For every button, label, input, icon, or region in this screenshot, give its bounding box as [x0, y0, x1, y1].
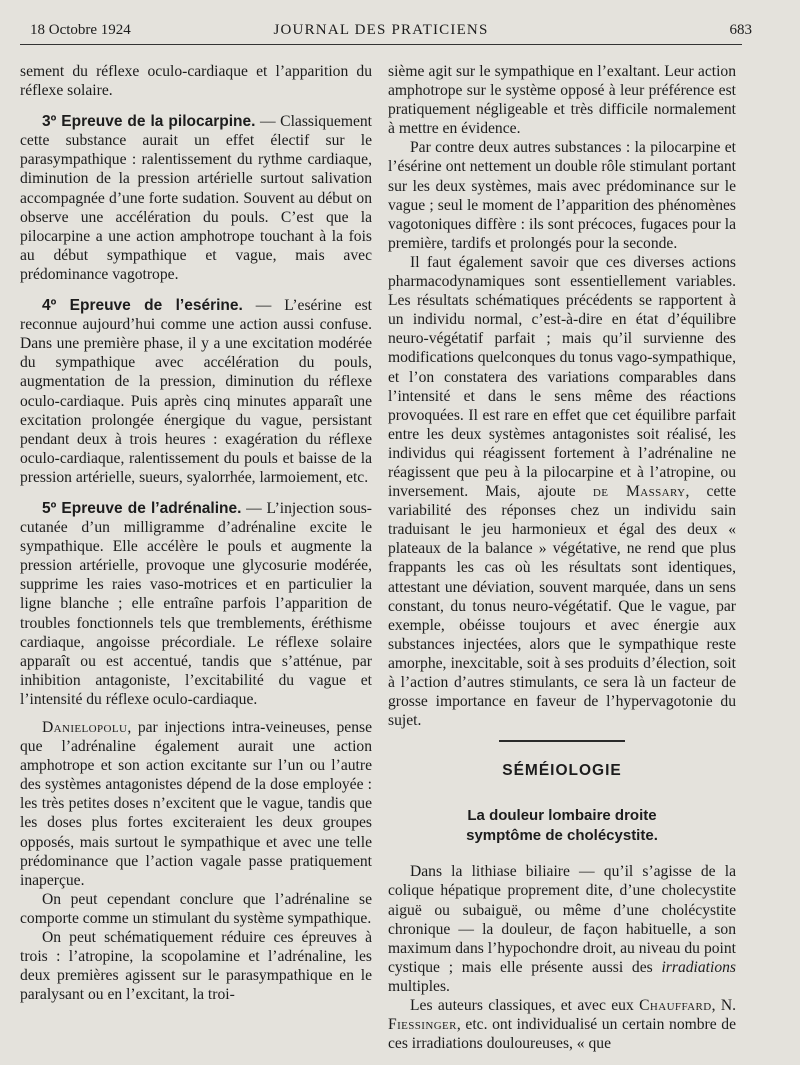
paragraph-lithiase: [388, 862, 736, 996]
paragraph-eserine: [20, 296, 372, 487]
paragraph-conclure: On peut cependant conclure que l’adrénaline se comporte comme un stimulant du système sympathique.: [20, 890, 372, 927]
heading-adrenaline: 5º Epreuve de l’adrénaline.: [42, 499, 242, 517]
paragraph-intro: sement du réflexe oculo-cardiaque et l’apparition du réflexe solaire.: [20, 63, 372, 100]
journal-title: JOURNAL DES PRATICIENS: [273, 22, 489, 38]
author-fiessinger: Fiessinger: [388, 1016, 457, 1034]
paragraph-danielopolu: [20, 718, 372, 890]
issue-date: 18 Octobre 1924: [30, 22, 131, 38]
section-divider: [499, 740, 625, 742]
text-auteurs-2: , N.: [711, 997, 736, 1015]
paragraph-adrenaline: [20, 499, 372, 709]
right-column: [388, 62, 736, 1053]
text-auteurs-1: Les auteurs classiques, et avec eux: [410, 997, 640, 1015]
running-head: [20, 20, 752, 45]
page-number: 683: [729, 22, 752, 38]
paragraph-auteurs: [388, 996, 736, 1053]
text-variabilite-1: Il faut également savoir que ces diverses actions pharmacodynamiques sont essentiellement variables. Les résultats schématiques précédents se rapportent à un individu normal, c’est-à-dire en état d’équilibre neuro-végétatif parfait ; mais qu’il survienne des modifications quelconques du tonus vago-sympathique, et l’on constatera des variations comparables dans l’intensité et dans le sens même des réactions provoquées. Il est rare en effet que cet équilibre parfait entre les deux systèmes antagonistes soit réalisé, les individus qui réagissent fortement à l’adrénaline ne réagissent que peu à la pilocarpine et à l’atropine, ou inversement. Mais, ajoute: [388, 253, 736, 501]
irradiations-italic: irradiations: [661, 958, 736, 976]
author-chauffard: Chauffard: [639, 997, 712, 1015]
author-danielopolu: Danielopolu: [42, 719, 128, 736]
heading-pilocarpine: 3º Epreuve de la pilocarpine.: [42, 113, 256, 131]
paragraph-variabilite: [388, 253, 736, 730]
text-variabilite-2: , cette variabilité des réponses chez un individu sain traduisant le jeu harmonieux et égal des deux « plateaux de la balance » végétative, ne rend que plus frappants les cas où les résultats sont identiques, attestant une déviation, souvent marquée, dans un sens constant, du tonus neuro-végétatif. Que le vague, par exemple, obéisse toujours et avec énergie aux substances injectées, alors que le sympathique reste amorphe, inexcitable, soit à ses produits d’élection, soit à l’action d’autres stimulants, ce sera là un facteur de grosse importance en faveur de l’hypervagotonie du sujet.: [388, 483, 736, 730]
paragraph-schema: On peut schématiquement réduire ces épreuves à trois : l’atropine, la scopolamine et l’adrénaline, les deux premières agissent sur le parasympathique en le paralysant ou en l’excitant, la troi-: [20, 929, 372, 1004]
heading-eserine: 4º Epreuve de l’esérine.: [42, 297, 243, 315]
article-title: [388, 806, 736, 846]
author-de-massary: de Massary: [592, 483, 686, 501]
text-pilocarpine: — Classiquement cette substance aurait un effet électif sur le parasympathique : ralentissement du rythme cardiaque, diminution de la pression artérielle surtout salivation accompagnée d’une forte sudation. Souvent au début on observe une accélération du pouls. C’est que la pilocarpine a une action amphotrope touchant à la fois au début sympathique et vague, mais avec prédominance vagotrope.: [20, 113, 372, 283]
text-lithiase-1: Dans la lithiase biliaire — qu’il s’agisse de la colique hépatique proprement dite, d’une cholecystite aiguë ou subaiguë, ou même d’une cholécystite chronique — la douleur, de façon habituelle, a son maximum dans l’hypochondre droit, au niveau du point cystique ; mais elle présente aussi des: [388, 863, 736, 976]
section-title: SÉMÉIOLOGIE: [502, 762, 622, 780]
text-eserine: — L’esérine est reconnue aujourd’hui comme une action aussi confuse. Dans une première phase, il y a une excitation modérée du sympathique avec accélération du pouls, augmentation de la pression, diminution du réflexe oculo-cardiaque. Puis après cinq minutes apparaît une excitation prolongée énergique du vague, persistant pendant deux à trois heures : exagération du réflexe oculo-cardiaque, ralentissement du pouls et baisse de la pression artérielle, sueurs, syalorrhée, larmoiement, etc.: [20, 297, 372, 486]
text-auteurs-3: , etc. ont individualisé un certain nombre de ces irradiations douloureuses, « que: [388, 1016, 736, 1053]
text-lithiase-2: multiples.: [388, 977, 450, 995]
left-column: [20, 62, 372, 1004]
text-danielopolu: , par injections intra-veineuses, pense que l’adrénaline également aurait une action amphotrope et son action excitante sur l’un ou l’autre des systèmes antagonistes dépend de la dose employée : les très petites doses n’excitent que le vague, tandis que les doses plus fortes exciteraient les deux groupes opposés, mais surtout le sympathique et avec une telle prédominance que l’action vagale passe pratiquement inaperçue.: [20, 719, 372, 889]
paragraph-continued: sième agit sur le sympathique en l’exaltant. Leur action amphotrope sur le système opposé à leur préférence est pratiquement négligeable et très difficile normalement à mettre en évidence.: [388, 63, 736, 138]
article-title-line-1: La douleur lombaire droite: [467, 807, 657, 825]
paragraph-pilocarpine: [20, 112, 372, 284]
article-title-line-2: symptôme de cholécystite.: [466, 827, 658, 845]
text-adrenaline: — L’injection sous-cutanée d’un milligramme d’adrénaline excite le sympathique. Elle accélère le pouls et augmente la pression artérielle, provoque une glycosurie modérée, supprime les raies vaso-motrices et en particulier la ligne blanche ; elle entraîne parfois l’apparition de troubles fonctionnels tels que tremblements, éréthisme cardiaque, angoisse précordiale. Le réflexe solaire apparaît ou est accentué, tandis que s’atténue, par inhibition antagoniste, l’excitabilité du vague et l’intensité du réflexe oculo-cardiaque.: [20, 499, 372, 708]
paragraph-par-contre: Par contre deux autres substances : la pilocarpine et l’ésérine ont nettement un double rôle stimulant portant sur les deux systèmes, mais avec prédominance sur le vague ; seul le moment de l’apparition des phénomènes vagotoniques diffère : ils sont précoces, fugaces pour la première, tardifs et prolongés pour la seconde.: [388, 139, 736, 252]
